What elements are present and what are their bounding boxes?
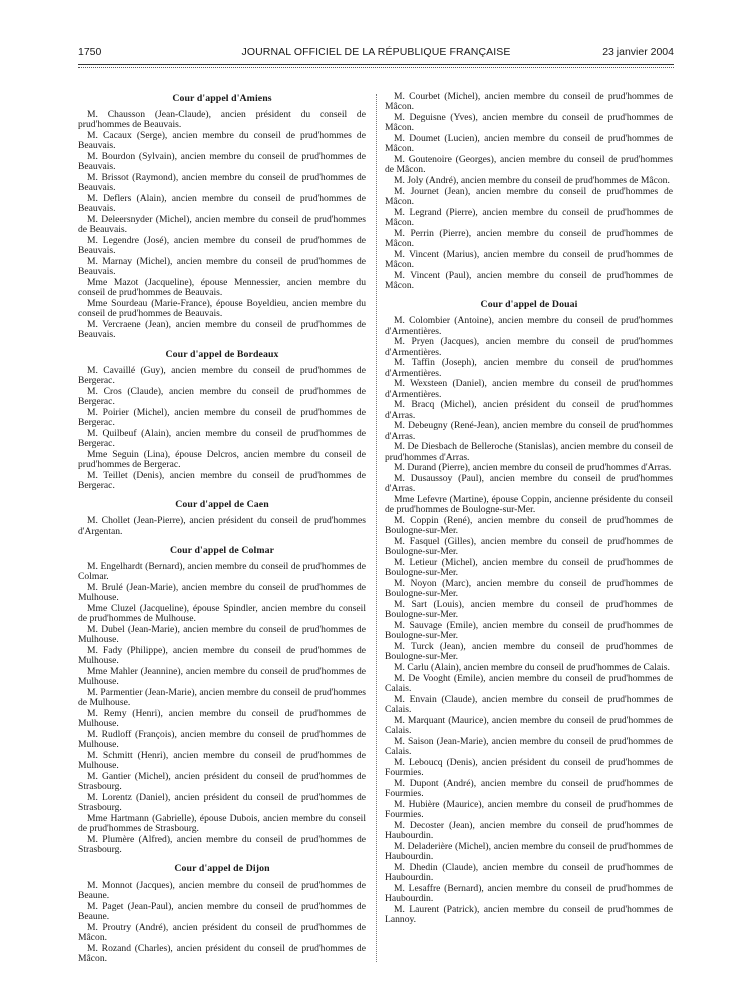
honorary-entry: M. Vincent (Marius), ancien membre du conseil de prud'hommes de Mâcon. — [385, 248, 673, 270]
honorary-entry: Mme Cluzel (Jacqueline), épouse Spindler, ancien membre du conseil de prud'hommes de Mulhouse. — [78, 603, 366, 625]
court-section — [78, 350, 366, 492]
honorary-entry: M. Lorentz (Daniel), ancien président du conseil de prud'hommes de Strasbourg. — [78, 792, 366, 814]
section-heading: Cour d'appel de Dijon — [174, 863, 270, 875]
honorary-entry: M. Monnot (Jacques), ancien membre du conseil de prud'hommes de Beaune. — [78, 879, 366, 901]
honorary-entry: M. Wexsteen (Daniel), ancien membre du conseil de prud'hommes d'Armentières. — [385, 378, 673, 400]
honorary-entry: M. Leboucq (Denis), ancien président du conseil de prud'hommes de Fourmies. — [385, 757, 673, 779]
court-section — [385, 92, 673, 291]
honorary-entry: M. Noyon (Marc), ancien membre du conseil de prud'hommes de Boulogne-sur-Mer. — [385, 578, 673, 600]
honorary-entry: M. Decoster (Jean), ancien membre du conseil de prud'hommes de Haubourdin. — [385, 820, 673, 842]
honorary-entry: M. Durand (Pierre), ancien membre du conseil de prud'hommes d'Arras. — [394, 462, 672, 474]
court-section — [78, 864, 366, 964]
section-heading: Cour d'appel de Douai — [480, 299, 578, 311]
column-divider — [376, 94, 377, 962]
honorary-entry: M. Vercraene (Jean), ancien membre du conseil de prud'hommes de Beauvais. — [78, 319, 366, 341]
section-heading: Cour d'appel de Bordeaux — [165, 348, 279, 360]
honorary-entry: M. Quilbeuf (Alain), ancien membre du conseil de prud'hommes de Bergerac. — [78, 427, 366, 450]
honorary-entry: M. Gantier (Michel), ancien président du conseil de prud'hommes de Strasbourg. — [78, 771, 366, 793]
honorary-entry: M. Legendre (José), ancien membre du conseil de prud'hommes de Beauvais. — [78, 235, 366, 257]
honorary-entry: M. Teillet (Denis), ancien membre du conseil de prud'hommes de Bergerac. — [78, 469, 366, 492]
honorary-entry: M. Legrand (Pierre), ancien membre du conseil de prud'hommes de Mâcon. — [385, 206, 673, 228]
honorary-entry: M. Rozand (Charles), ancien président du conseil de prud'hommes de Mâcon. — [78, 942, 366, 964]
honorary-entry: Mme Lefevre (Martine), épouse Coppin, ancienne présidente du conseil de prud'hommes de Boulogne-sur-Mer. — [385, 494, 673, 516]
journal-title: JOURNAL OFFICIEL DE LA RÉPUBLIQUE FRANÇAISE — [241, 46, 511, 58]
honorary-entry: M. Vincent (Paul), ancien membre du conseil de prud'hommes de Mâcon. — [385, 269, 673, 291]
honorary-entry: M. Pryen (Jacques), ancien membre du conseil de prud'hommes d'Armentières. — [385, 336, 673, 358]
honorary-entry: M. Courbet (Michel), ancien membre du conseil de prud'hommes de Mâcon. — [385, 91, 673, 113]
honorary-entry: Mme Mazot (Jacqueline), épouse Mennessier, ancien membre du conseil de prud'hommes de Beauvais. — [78, 277, 366, 299]
honorary-entry: M. Carlu (Alain), ancien membre du conseil de prud'hommes de Calais. — [394, 662, 670, 674]
honorary-entry: M. Cavaillé (Guy), ancien membre du conseil de prud'hommes de Bergerac. — [78, 364, 366, 387]
honorary-entry: M. De Diesbach de Belleroche (Stanislas), ancien membre du conseil de prud'hommes d'Arras. — [385, 441, 673, 463]
honorary-entry: M. Laurent (Patrick), ancien membre du conseil de prud'hommes de Lannoy. — [385, 904, 673, 926]
honorary-entry: M. Perrin (Pierre), ancien membre du conseil de prud'hommes de Mâcon. — [385, 227, 673, 249]
header-rule — [78, 64, 674, 65]
honorary-entry: M. Brissot (Raymond), ancien membre du conseil de prud'hommes de Beauvais. — [78, 172, 366, 194]
section-heading: Cour d'appel de Colmar — [169, 544, 275, 556]
honorary-entry: M. Chollet (Jean-Pierre), ancien président du conseil de prud'hommes d'Argentan. — [78, 515, 366, 537]
honorary-entry: M. Saison (Jean-Marie), ancien membre du conseil de prud'hommes de Calais. — [385, 736, 673, 758]
page-header — [78, 46, 674, 62]
section-heading: Cour d'appel de Caen — [175, 499, 269, 511]
honorary-entry: M. Bourdon (Sylvain), ancien membre du conseil de prud'hommes de Beauvais. — [78, 151, 366, 173]
honorary-entry: M. Journet (Jean), ancien membre du conseil de prud'hommes de Mâcon. — [385, 185, 673, 207]
honorary-entry: M. Deflers (Alain), ancien membre du conseil de prud'hommes de Beauvais. — [78, 193, 366, 215]
honorary-entry: M. Dhedin (Claude), ancien membre du conseil de prud'hommes de Haubourdin. — [385, 862, 673, 884]
left-column — [78, 92, 366, 965]
honorary-entry: M. Paget (Jean-Paul), ancien membre du conseil de prud'hommes de Beaune. — [78, 900, 366, 922]
honorary-entry: M. Engelhardt (Bernard), ancien membre du conseil de prud'hommes de Colmar. — [78, 561, 366, 583]
honorary-entry: M. Doumet (Lucien), ancien membre du conseil de prud'hommes de Mâcon. — [385, 133, 673, 155]
honorary-entry: M. Remy (Henri), ancien membre du conseil de prud'hommes de Mulhouse. — [78, 708, 366, 730]
honorary-entry: M. Turck (Jean), ancien membre du conseil de prud'hommes de Boulogne-sur-Mer. — [385, 641, 673, 663]
honorary-entry: M. Hubière (Maurice), ancien membre du conseil de prud'hommes de Fourmies. — [385, 799, 673, 821]
header-dotted-rule — [78, 67, 674, 68]
right-column — [385, 92, 673, 926]
honorary-entry: M. Coppin (René), ancien membre du conseil de prud'hommes de Boulogne-sur-Mer. — [385, 515, 673, 537]
honorary-entry: Mme Sourdeau (Marie-France), épouse Boyeldieu, ancien membre du conseil de prud'hommes de Beauvais. — [78, 298, 366, 320]
honorary-entry: M. Marquant (Maurice), ancien membre du conseil de prud'hommes de Calais. — [385, 715, 673, 737]
honorary-entry: M. Fady (Philippe), ancien membre du conseil de prud'hommes de Mulhouse. — [78, 645, 366, 667]
honorary-entry: M. Bracq (Michel), ancien président du conseil de prud'hommes d'Arras. — [385, 399, 673, 421]
honorary-entry: M. Lesaffre (Bernard), ancien membre du conseil de prud'hommes de Haubourdin. — [385, 883, 673, 905]
honorary-entry: M. Poirier (Michel), ancien membre du conseil de prud'hommes de Bergerac. — [78, 406, 366, 429]
honorary-entry: M. Parmentier (Jean-Marie), ancien membre du conseil de prud'hommes de Mulhouse. — [78, 687, 366, 709]
honorary-entry: M. Plumère (Alfred), ancien membre du conseil de prud'hommes de Strasbourg. — [78, 834, 366, 856]
honorary-entry: M. Fasquel (Gilles), ancien membre du conseil de prud'hommes de Boulogne-sur-Mer. — [385, 536, 673, 558]
honorary-entry: Mme Mahler (Jeannine), ancien membre du conseil de prud'hommes de Mulhouse. — [78, 666, 366, 688]
honorary-entry: M. Proutry (André), ancien président du conseil de prud'hommes de Mâcon. — [78, 921, 366, 943]
honorary-entry: M. Sauvage (Emile), ancien membre du conseil de prud'hommes de Boulogne-sur-Mer. — [385, 620, 673, 642]
honorary-entry: M. De Vooght (Emile), ancien membre du conseil de prud'hommes de Calais. — [385, 673, 673, 695]
court-section — [78, 546, 366, 856]
honorary-entry: M. Colombier (Antoine), ancien membre du conseil de prud'hommes d'Armentières. — [385, 315, 673, 337]
honorary-entry: M. Letieur (Michel), ancien membre du conseil de prud'hommes de Boulogne-sur-Mer. — [385, 557, 673, 579]
page-number: 1750 — [78, 46, 102, 58]
honorary-entry: M. Chausson (Jean-Claude), ancien président du conseil de prud'hommes de Beauvais. — [78, 109, 366, 131]
honorary-entry: M. Goutenoire (Georges), ancien membre du conseil de prud'hommes de Mâcon. — [385, 154, 673, 176]
honorary-entry: Mme Seguin (Lina), épouse Delcros, ancien membre du conseil de prud'hommes de Bergerac. — [78, 448, 366, 471]
honorary-entry: M. Cacaux (Serge), ancien membre du conseil de prud'hommes de Beauvais. — [78, 130, 366, 152]
honorary-entry: M. Dusaussoy (Paul), ancien membre du conseil de prud'hommes d'Arras. — [385, 473, 673, 495]
honorary-entry: M. Deladerière (Michel), ancien membre du conseil de prud'hommes de Haubourdin. — [385, 841, 673, 863]
publication-date: 23 janvier 2004 — [602, 46, 674, 58]
honorary-entry: M. Sart (Louis), ancien membre du conseil de prud'hommes de Boulogne-sur-Mer. — [385, 599, 673, 621]
court-section — [385, 300, 673, 925]
honorary-entry: M. Deguisne (Yves), ancien membre du conseil de prud'hommes de Mâcon. — [385, 112, 673, 134]
court-section — [78, 94, 366, 341]
section-heading: Cour d'appel d'Amiens — [172, 93, 272, 104]
honorary-entry: M. Schmitt (Henri), ancien membre du conseil de prud'hommes de Mulhouse. — [78, 750, 366, 772]
honorary-entry: M. Joly (André), ancien membre du conseil de prud'hommes de Mâcon. — [394, 175, 670, 186]
honorary-entry: Mme Hartmann (Gabrielle), épouse Dubois, ancien membre du conseil de prud'hommes de Strasbourg. — [78, 813, 366, 835]
honorary-entry: M. Marnay (Michel), ancien membre du conseil de prud'hommes de Beauvais. — [78, 256, 366, 278]
honorary-entry: M. Brulé (Jean-Marie), ancien membre du conseil de prud'hommes de Mulhouse. — [78, 582, 366, 604]
honorary-entry: M. Cros (Claude), ancien membre du conseil de prud'hommes de Bergerac. — [78, 385, 366, 408]
court-section — [78, 500, 366, 537]
honorary-entry: M. Taffin (Joseph), ancien membre du conseil de prud'hommes d'Armentières. — [385, 357, 673, 379]
honorary-entry: M. Deleersnyder (Michel), ancien membre du conseil de prud'hommes de Beauvais. — [78, 214, 366, 236]
honorary-entry: M. Rudloff (François), ancien membre du conseil de prud'hommes de Mulhouse. — [78, 729, 366, 751]
honorary-entry: M. Dupont (André), ancien membre du conseil de prud'hommes de Fourmies. — [385, 778, 673, 800]
honorary-entry: M. Dubel (Jean-Marie), ancien membre du conseil de prud'hommes de Mulhouse. — [78, 624, 366, 646]
honorary-entry: M. Envain (Claude), ancien membre du conseil de prud'hommes de Calais. — [385, 694, 673, 716]
honorary-entry: M. Debeugny (René-Jean), ancien membre du conseil de prud'hommes d'Arras. — [385, 420, 673, 442]
